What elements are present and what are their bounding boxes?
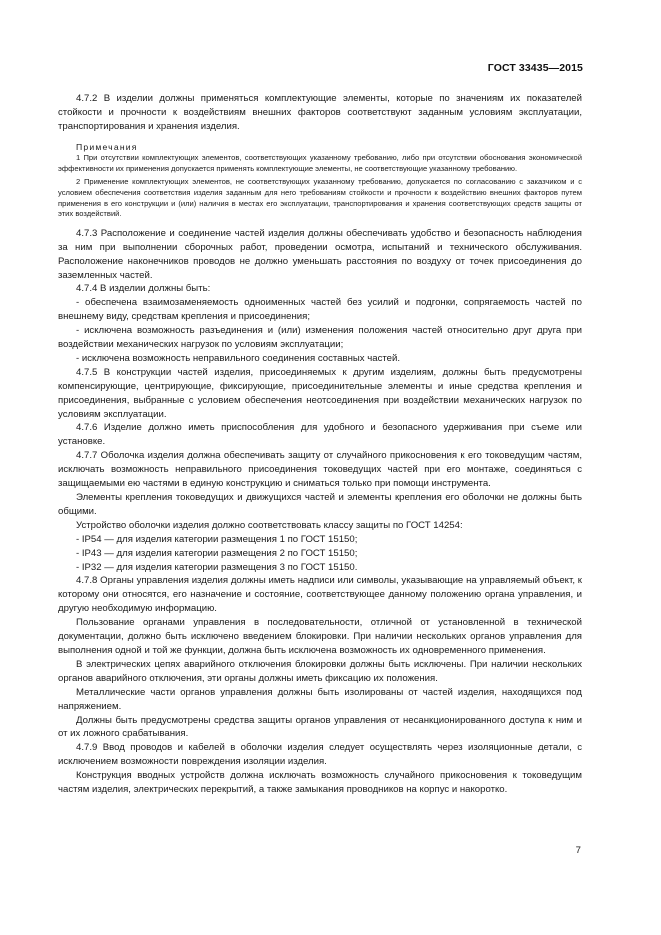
clause-4-7-8: 4.7.8 Органы управления изделия должны иметь надписи или символы, указывающие на управляемый объект, к которому они относятся, его назначение и состояние, соответствующее данному положению органа управления, и другую необходимую информацию. [58,575,582,615]
note-2: 2 Применение комплектующих элементов, не соответствующих указанному требованию, допускается по согласованию с заказчиком и с условием обеспечения соответствия изделия заданным для него требованиям стойкости и прочности к воздействию внешних факторов путем применения в его конструкции и (или) наличия в местах его эксплуатации, транспортирования и хранения соответствующих средств защиты от этих воздействий. [58,177,582,219]
document-body [58,92,582,797]
clause-4-7-7-ip32: - IP32 — для изделия категории размещения 3 по ГОСТ 15150. [76,561,358,573]
clause-4-7-7-ip43: - IP43 — для изделия категории размещения 2 по ГОСТ 15150; [76,547,358,559]
document-header: ГОСТ 33435—2015 [487,62,583,74]
clause-4-7-4-item-b: - исключена возможность разъединения и (или) изменения положения частей относительно друг друга при воздействии механических нагрузок по условиям эксплуатации; [58,325,582,351]
clause-4-7-4: 4.7.4 В изделии должны быть: [76,283,211,295]
note-1: 1 При отсутствии комплектующих элементов, соответствующих указанному требованию, либо при отсутствии обоснования экономической эффективности их применения допускается применять комплектующие элементы, не соответствующие указанному требованию. [58,153,582,173]
clause-4-7-7: 4.7.7 Оболочка изделия должна обеспечивать защиту от случайного прикосновения к его токоведущим частям, исключать возможность неправильного присоединения токоведущих частей при его монтаже, соединяться с защищаемыми ею частями в единую конструкцию и сниматься только при помощи инструмента. [58,450,582,490]
notes-heading: Примечания [76,141,138,152]
clause-4-7-5: 4.7.5 В конструкции частей изделия, присоединяемых к другим изделиям, должны быть предусмотрены компенсирующие, центрирующие, фиксирующие, присоединительные элементы и иные средства крепления и присоединения, выбранные с условием обеспечения неотсоединения при воздействии механических нагрузок по условиям эксплуатации. [58,366,582,420]
clause-4-7-9-inputs: Конструкция вводных устройств должна исключать возможность случайного прикосновения к токоведущим частям изделия, электрических перекрытий, а также замыкания проводников на корпус и накоротко. [58,770,582,796]
clause-4-7-2: 4.7.2 В изделии должны применяться комплектующие элементы, которые по значениям их показателей стойкости и прочности к воздействиям внешних факторов соответствуют заданным условиям эксплуатации, транспортирования и хранения изделия. [58,93,582,132]
clause-4-7-4-item-a: - обеспечена взаимозаменяемость одноименных частей без усилий и подгонки, сопрягаемость частей по внешнему виду, средствам крепления и присоединения; [58,297,582,323]
clause-4-7-8-blocking: Пользование органами управления в последовательности, отличной от установленной в технической документации, должно быть исключено введением блокировки. При наличии нескольких органов управления для выполнения одной и той же функции, должна быть исключена возможность их одновременного применения. [58,617,582,656]
page-number: 7 [575,845,581,856]
clause-4-7-7-ip54: - IP54 — для изделия категории размещения 1 по ГОСТ 15150; [76,533,358,545]
clause-4-7-8-metal-parts: Металлические части органов управления должны быть изолированы от частей изделия, находящихся под напряжением. [58,686,582,712]
clause-4-7-6: 4.7.6 Изделие должно иметь приспособления для удобного и безопасного удерживания при съеме или установке. [58,422,582,448]
clause-4-7-8-protection: Должны быть предусмотрены средства защиты органов управления от несанкционированного доступа к ним и от их ложного срабатывания. [58,714,582,740]
clause-4-7-9: 4.7.9 Ввод проводов и кабелей в оболочки изделия следует осуществлять через изоляционные детали, с исключением возможности повреждения изоляции изделия. [58,742,582,768]
clause-4-7-7-fastening: Элементы крепления токоведущих и движущихся частей и элементы крепления его оболочки не должны быть общими. [58,492,582,517]
clause-4-7-3: 4.7.3 Расположение и соединение частей изделия должны обеспечивать удобство и безопасность наблюдения за ним при выполнении сборочных работ, проведении осмотра, испытаний и технического обслуживания. Расположение наконечников проводов не должно уменьшать расстояния по воздуху от точек присоединения до заземленных частей. [58,227,582,281]
clause-4-7-7-protection-class: Устройство оболочки изделия должно соответствовать классу защиты по ГОСТ 14254: [76,519,463,531]
clause-4-7-8-emergency: В электрических цепях аварийного отключения блокировки должны быть исключены. При наличии нескольких органов аварийного отключения, эти органы должны иметь фиксацию их положения. [58,658,582,684]
clause-4-7-4-item-c: - исключена возможность неправильного соединения составных частей. [76,352,401,364]
